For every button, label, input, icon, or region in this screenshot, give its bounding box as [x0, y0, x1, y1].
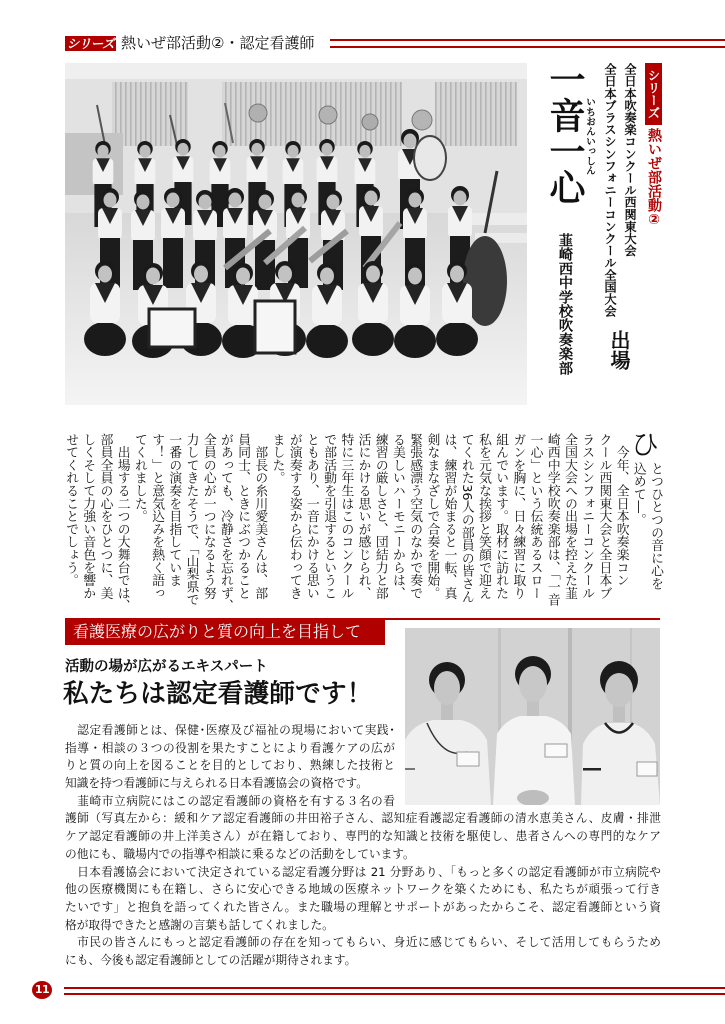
footer-rule-bottom [64, 993, 725, 995]
text-column: が演奏する姿から伝わってき [286, 433, 302, 600]
text-column: てくれました。 [131, 433, 147, 523]
text-column: クール西関東大会と全日本ブ [596, 433, 612, 600]
competition-name: 全日本ブラスシンフォニーコンクール全国大会 [603, 63, 617, 318]
text-column: 出場する二つの大舞台では、 [114, 433, 130, 613]
text-column: る美しいハーモニーからは、 [389, 433, 405, 600]
page-header-title: 熱いぜ部活動②・認定看護師 [121, 34, 315, 52]
text-column: 全員の心が一つになるよう努 [200, 433, 216, 600]
footer-rule-top [64, 987, 725, 989]
body-line: の他にも、職場内での指導や相談に乗るなどの活動をしています。 [65, 846, 415, 861]
body-line: 他の医療機関にも在籍し、さらに安心できる地域の医療ネットワークを築くためにも、私たちが頑張って行き [65, 882, 661, 897]
page-number: 11 [32, 981, 52, 999]
article-body [65, 722, 661, 970]
body-line: 格が取得できたと感謝の言葉も話してくれました。 [65, 917, 334, 932]
text-column: 員同士、ときにぶつかること [235, 433, 251, 600]
brass-band-photo [65, 63, 527, 405]
text-column: ました。 [269, 433, 285, 485]
article-title: 私たちは認定看護師です！ [63, 679, 373, 709]
text-column: 剣なまなざしで合奏を開始。 [424, 433, 440, 600]
text-column: 私を元気な挨拶と笑顔で迎え [475, 433, 491, 600]
text-column: ガンを胸に、日々練習に取り [510, 433, 526, 600]
text-column: 組んでいます。取材に訪れた [493, 433, 509, 600]
text-column: てくれた36人の部員の皆さん [458, 433, 474, 603]
body-line: 認定看護師とは、保健･医療及び福祉の現場において実践･ [65, 723, 395, 737]
section-banner: 看護医療の広がりと質の向上を目指して [65, 618, 385, 645]
body-line: 護師（写真左から：緩和ケア認定看護師の井田裕子さん、認知症看護認定看護師の清水恵美さん、皮膚・排泄 [65, 811, 661, 826]
text-column: 力してきたそうで、「山梨県で [183, 433, 199, 606]
text-column: ラスシンフォニーコンクール [579, 433, 595, 600]
drop-cap: ひ [631, 428, 660, 461]
headline: 一音一心 [544, 61, 585, 205]
body-line: たいです」と抱負を語ってくれた皆さん。また職場の理解とサポートがあったからこそ、認定看護師という資 [65, 899, 661, 914]
text-column: 活にかける思いが感じられ、 [355, 433, 371, 600]
text-column: で部活動を引退するというこ [321, 433, 337, 600]
participation-label: 出場 [607, 330, 631, 370]
headline-ruby: いちおんいっしん [584, 97, 595, 176]
body-line: 知識を持つ看護師に与えられる日本看護協会の資格です。 [65, 776, 368, 791]
competition-name: 全日本吹奏楽コンクール西関東大会 [623, 63, 637, 257]
series-title: 熱いぜ部活動② [646, 128, 662, 228]
text-column: 全国大会への出場を控えた韮 [561, 433, 577, 600]
header-rule-bottom [330, 46, 725, 48]
text-column: 一番の演奏を目指していま [166, 433, 182, 587]
text-column: 部員全員の心をひとつに、美 [97, 433, 113, 600]
text-column: 練習の厳しさと、団結力と部 [372, 433, 388, 600]
body-line: ケア認定看護師の井上洋美さん）が在籍しており、専門的な知識と技術を駆使し、患者さんへの専門的なケア [65, 829, 661, 844]
body-line: 市民の皆さんにもっと認定看護師の存在を知ってもらい、身近に感じてもらい、そして活用してもらうため [65, 935, 661, 950]
text-column: す！」と意気込みを熱く語っ [149, 433, 165, 600]
text-column: 部長の糸川愛美さんは、部 [252, 433, 268, 600]
text-column: 崎西中学校吹奏楽部は、「一音 [544, 433, 560, 606]
article-subtitle: 活動の場が広がるエキスパート [65, 659, 268, 675]
text-column: とつひとつの音に心を [648, 462, 663, 590]
body-line: 指導・相談の３つの役割を果たすことにより看護ケアの広が [65, 740, 395, 755]
text-column: 込めて―。 [630, 462, 646, 526]
body-line: 日本看護協会において決定されている認定看護分野は 21 分野あり、「もっと多くの認定看護師が市立病院や [65, 864, 661, 879]
text-column: があっても、冷静さを忘れず、 [217, 433, 233, 613]
text-column: せてくれることでしょう。 [63, 433, 79, 587]
series-badge-vertical: シリーズ [645, 63, 662, 125]
body-line: にも、今後も認定看護師としての活躍が期待されます。 [65, 952, 357, 967]
series-badge: シリーズ [66, 36, 115, 51]
body-line: 韮崎市立病院にはこの認定看護師の資格を有する３名の看 [65, 793, 395, 808]
text-column: ともあり、一音にかける思い [303, 433, 319, 600]
header-rule-top [330, 39, 725, 41]
text-column: 特に三年生はこのコンクール [338, 433, 354, 600]
article-body-vertical [61, 428, 664, 613]
text-column: 緊張感漂う空気のなかで奏で [407, 433, 423, 600]
body-line: りと質の向上を図ることを目的としており、熟練した技術と [65, 758, 395, 773]
brass-band-photo-graphic [65, 63, 527, 405]
text-column: しくそして力強い音色を響か [80, 433, 96, 600]
text-column: は、練習が始まると一転、真 [441, 433, 457, 600]
text-column: 一心」という伝統あるスロー [527, 433, 543, 600]
text-column: 今年、全日本吹奏楽コン [613, 433, 629, 587]
school-name: 韮崎西中学校吹奏楽部 [557, 233, 573, 375]
